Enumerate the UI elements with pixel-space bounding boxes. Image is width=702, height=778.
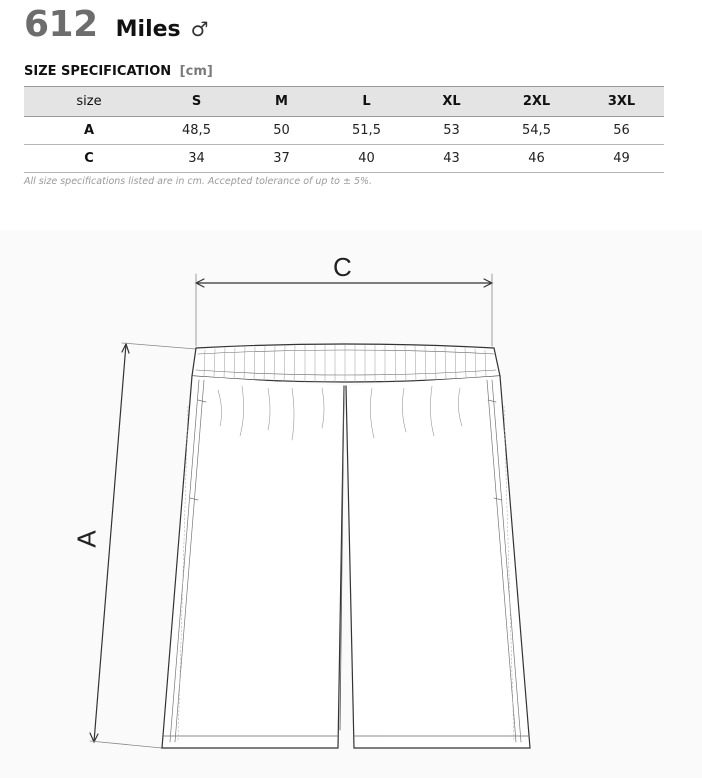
male-gender-icon: ♂ <box>190 17 209 41</box>
shorts-diagram <box>0 230 702 778</box>
table-header-row <box>24 87 664 117</box>
dimension-label-c: C <box>333 252 352 282</box>
header-cell-2xl: 2XL <box>494 87 579 117</box>
table-cell: 37 <box>239 145 324 173</box>
table-cell: 34 <box>154 145 239 173</box>
table-row <box>24 145 664 173</box>
dimension-label-a: A <box>71 530 102 548</box>
header-cell-xl: XL <box>409 87 494 117</box>
header-cell-3xl: 3XL <box>579 87 664 117</box>
row-label-a: A <box>24 117 154 145</box>
table-cell: 46 <box>494 145 579 173</box>
product-name: Miles <box>115 17 181 42</box>
table-cell: 54,5 <box>494 117 579 145</box>
header-cell-l: L <box>324 87 409 117</box>
header-cell-s: S <box>154 87 239 117</box>
header-cell-size: size <box>24 87 154 117</box>
spec-title-text: SIZE SPECIFICATION <box>24 64 172 79</box>
table-cell: 48,5 <box>154 117 239 145</box>
spec-unit: [cm] <box>179 64 213 79</box>
table-cell: 50 <box>239 117 324 145</box>
table-cell: 43 <box>409 145 494 173</box>
shorts-technical-drawing <box>0 230 702 778</box>
right-leg <box>346 376 530 748</box>
product-code: 612 <box>24 4 98 45</box>
table-cell: 51,5 <box>324 117 409 145</box>
waistband <box>192 344 500 382</box>
table-cell: 56 <box>579 117 664 145</box>
dimension-c-line <box>196 274 492 346</box>
table-cell: 40 <box>324 145 409 173</box>
product-header <box>24 4 209 48</box>
table-row <box>24 117 664 145</box>
header-cell-m: M <box>239 87 324 117</box>
size-specification-title <box>24 64 213 79</box>
table-cell: 49 <box>579 145 664 173</box>
size-table <box>24 86 664 173</box>
left-leg <box>162 376 344 748</box>
table-cell: 53 <box>409 117 494 145</box>
row-label-c: C <box>24 145 154 173</box>
tolerance-note: All size specifications listed are in cm. Accepted tolerance of up to ± 5%. <box>24 176 373 187</box>
